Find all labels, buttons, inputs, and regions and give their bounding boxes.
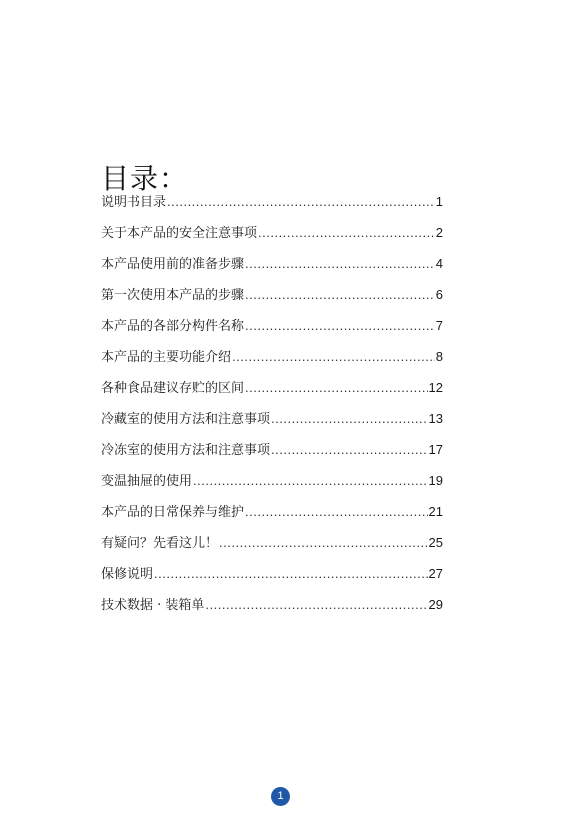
- toc-entry-label: 本产品的主要功能介绍: [101, 350, 232, 365]
- dot-leader: [219, 533, 428, 553]
- toc-entry-label: 变温抽屉的使用: [101, 474, 193, 489]
- toc-entry-page: 12: [428, 380, 443, 395]
- toc-entry-page: 19: [428, 473, 443, 488]
- dot-leader: [193, 471, 428, 491]
- dot-leader: [271, 409, 428, 429]
- toc-entry-page: 7: [435, 318, 443, 333]
- dot-leader: [167, 192, 435, 212]
- toc-entry-page: 27: [428, 566, 443, 581]
- toc-entry-page: 8: [435, 349, 443, 364]
- toc-entry-label: 本产品的日常保养与维护: [101, 505, 245, 520]
- dot-leader: [245, 285, 435, 305]
- toc-entry[interactable]: [101, 564, 443, 595]
- toc-entry[interactable]: [101, 471, 443, 502]
- toc-entry-page: 17: [428, 442, 443, 457]
- toc-entry[interactable]: [101, 285, 443, 316]
- page-number-badge: 1: [271, 787, 290, 806]
- dot-leader: [245, 502, 428, 522]
- toc-entry-label: 有疑问？先看这儿！: [101, 536, 219, 551]
- toc-entry[interactable]: [101, 192, 443, 223]
- table-of-contents: [101, 192, 443, 626]
- toc-entry[interactable]: [101, 316, 443, 347]
- dot-leader: [245, 254, 435, 274]
- toc-entry-page: 2: [435, 225, 443, 240]
- toc-entry-label: 各种食品建议存贮的区间: [101, 381, 245, 396]
- toc-entry-page: 21: [428, 504, 443, 519]
- dot-leader: [245, 378, 428, 398]
- toc-entry-page: 29: [428, 597, 443, 612]
- toc-entry-label: 冷冻室的使用方法和注意事项: [101, 443, 271, 458]
- toc-entry-page: 4: [435, 256, 443, 271]
- toc-entry[interactable]: [101, 595, 443, 626]
- toc-entry[interactable]: [101, 347, 443, 378]
- toc-entry-label: 冷藏室的使用方法和注意事项: [101, 412, 271, 427]
- dot-leader: [258, 223, 435, 243]
- toc-entry-label: 说明书目录: [101, 195, 167, 210]
- toc-entry-label: 保修说明: [101, 567, 154, 582]
- toc-entry[interactable]: [101, 254, 443, 285]
- toc-entry[interactable]: [101, 502, 443, 533]
- toc-entry[interactable]: [101, 223, 443, 254]
- toc-entry-label: 关于本产品的安全注意事项: [101, 226, 258, 241]
- toc-entry[interactable]: [101, 440, 443, 471]
- toc-entry-label: 本产品的各部分构件名称: [101, 319, 245, 334]
- toc-entry-page: 6: [435, 287, 443, 302]
- dot-leader: [154, 564, 428, 584]
- toc-entry-page: 1: [435, 194, 443, 209]
- toc-entry[interactable]: [101, 533, 443, 564]
- toc-entry-label: 本产品使用前的准备步骤: [101, 257, 245, 272]
- dot-leader: [205, 595, 427, 615]
- toc-entry-page: 25: [428, 535, 443, 550]
- toc-entry-page: 13: [428, 411, 443, 426]
- dot-leader: [271, 440, 428, 460]
- toc-entry-label: 第一次使用本产品的步骤: [101, 288, 245, 303]
- page-title: 目录：: [101, 161, 189, 195]
- dot-leader: [232, 347, 435, 367]
- toc-entry-label: 技术数据 · 装箱单: [101, 598, 205, 613]
- dot-leader: [245, 316, 435, 336]
- toc-entry[interactable]: [101, 378, 443, 409]
- toc-entry[interactable]: [101, 409, 443, 440]
